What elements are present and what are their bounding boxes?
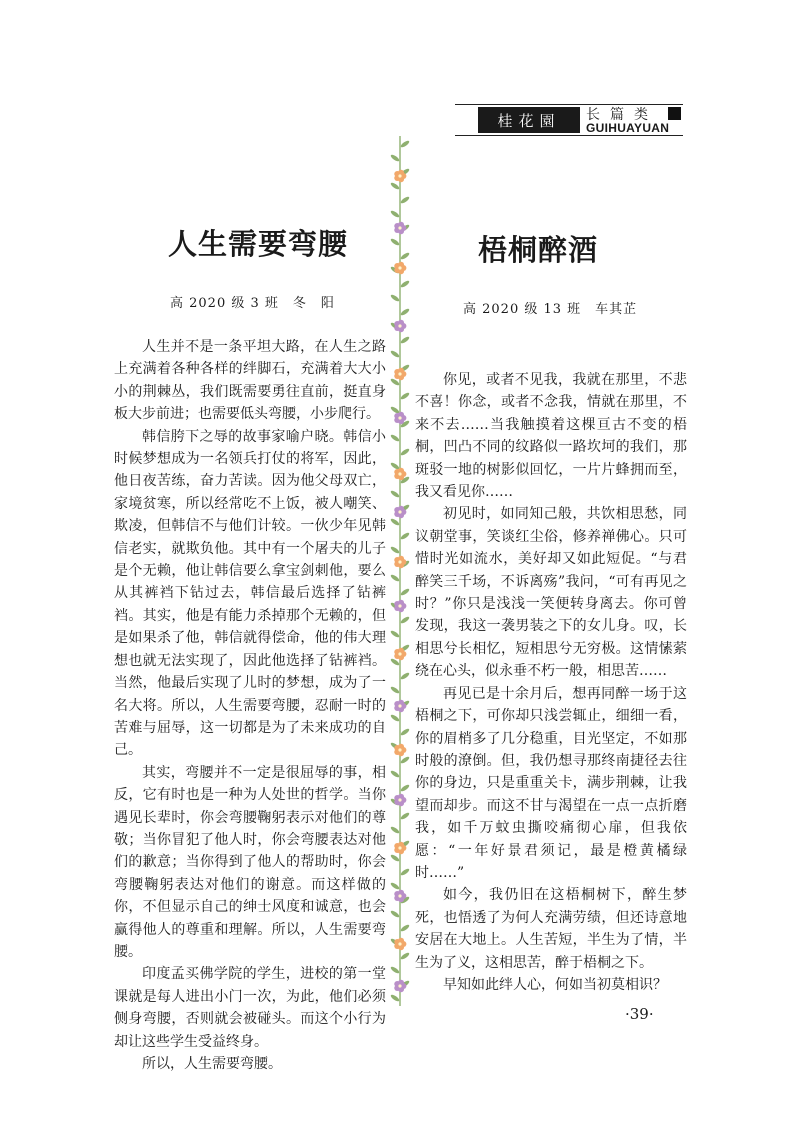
vine-leaf	[390, 769, 400, 778]
vine-leaf	[390, 349, 400, 358]
vine-leaf	[400, 783, 410, 792]
vine-divider-decoration	[383, 136, 417, 1006]
paragraph: 所以，人生需要弯腰。	[142, 1056, 282, 1072]
vine-leaf	[390, 209, 400, 218]
purple-flower-icon	[394, 600, 406, 612]
purple-flower-icon	[394, 794, 406, 806]
page-number: ·39·	[625, 1005, 654, 1023]
vine-leaf	[400, 587, 410, 596]
header-rule-bottom	[455, 135, 683, 136]
vine-leaf	[390, 685, 400, 694]
vine-leaf	[400, 811, 410, 820]
vine-leaf	[390, 713, 400, 722]
vine-leaf	[390, 181, 400, 190]
section-pinyin: GUIHUAYUAN	[586, 121, 670, 135]
vine-leaf	[390, 965, 400, 974]
vine-leaf	[390, 489, 400, 498]
paragraph: 早知如此绊人心，何如当初莫相识？	[443, 976, 667, 993]
purple-flower-icon	[394, 700, 406, 712]
vine-leaf	[390, 517, 400, 526]
paragraph: 印度孟买佛学院的学生，进校的第一堂课就是每人进出小门一次，为此，他们必须侧身弯腰，否则就会被碰头。而这个小行为却让这些学生受益终身。	[114, 966, 386, 1050]
vine-leaf	[390, 825, 400, 834]
vine-leaf	[390, 629, 400, 638]
left-article-body	[114, 336, 386, 1075]
vine-leaf	[390, 853, 400, 862]
vine-leaf	[390, 993, 400, 1002]
paragraph: 如今，我仍旧在这梧桐树下，醉生梦死，也悟透了为何人充满劳绩，但还诗意地安居在大地上。人生苦短，半生为了情，半生为了义，这相思苦，醉于梧桐之下。	[415, 887, 687, 971]
right-article-body	[415, 369, 687, 996]
vine-leaf	[400, 335, 410, 344]
vine-leaf	[390, 881, 400, 890]
vine-leaf	[400, 307, 410, 316]
paragraph: 其实，弯腰并不一定是很屈辱的事，相反，它有时也是一种为人处世的哲学。当你遇见长辈时，你会弯腰鞠躬表示对他们的尊敬；当你冒犯了他人时，你会弯腰表达对他们的歉意；当你得到了他人的帮助时，你会弯腰鞠躬表达对他们的谢意。而这样做的你，不但显示自己的绅士风度和诚意，也会赢得他人的尊重和理解。所以，人生需要弯腰。	[114, 764, 386, 960]
orange-flower-icon	[394, 938, 406, 950]
vine-leaf	[400, 531, 410, 540]
vine-leaf	[400, 755, 410, 764]
vine-leaf	[400, 671, 410, 680]
right-article-title: 梧桐醉酒	[478, 233, 599, 267]
vine-leaf	[390, 545, 400, 554]
purple-flower-icon	[394, 980, 406, 992]
right-article-author: 高 2020 级 13 班 车其芷	[463, 302, 638, 317]
purple-flower-icon	[394, 222, 406, 234]
vine-leaf	[390, 153, 400, 162]
vine-leaf	[390, 433, 400, 442]
vine-leaf	[400, 951, 410, 960]
left-article-author: 高 2020 级 3 班 冬 阳	[170, 296, 335, 311]
vine-leaf	[400, 391, 410, 400]
paragraph: 初见时，如同知己般，共饮相思愁，同议朝堂事，笑谈红尘俗，修养禅佛心。只可惜时光如流水，美好却又如此短促。“与君醉笑三千场，不诉离殇”我问，“可有再见之时？”你只是浅浅一笑便转身离去。你可曾发现，我这一袭男装之下的女儿身。叹，长相思兮长相忆，短相思兮无穷极。这情愫萦绕在心头，似永垂不朽一般，相思苦……	[415, 506, 687, 680]
paragraph: 你见，或者不见我，我就在那里，不悲不喜！你念，或者不念我，情就在那里，不来不去……当我触摸着这棵亘古不变的梧桐，凹凸不同的纹路似一路坎坷的我们，那斑驳一地的树影似回忆，一片片蜂拥而至，我又看见你……	[415, 372, 687, 501]
vine-leaf	[390, 293, 400, 302]
vine-leaf	[400, 615, 410, 624]
left-article-title: 人生需要弯腰	[168, 227, 349, 261]
vine-leaf	[400, 923, 410, 932]
category-label: 长篇类	[586, 107, 658, 123]
vine-leaf	[400, 195, 410, 204]
vine-leaf	[390, 909, 400, 918]
vine-leaf	[400, 867, 410, 876]
vine-leaf	[400, 251, 410, 260]
vine-leaf	[400, 279, 410, 288]
vine-leaf	[390, 237, 400, 246]
paragraph: 再见已是十余月后，想再同醉一场于这梧桐之下，可你却只浅尝辄止，细细一看，你的眉梢多了几分稳重，目光坚定，不如那时般的潦倒。但，我仍想寻那终南捷径去往你的身边，只是重重关卡，满步荆棘，让我望而却步。而这不甘与渴望在一点一点折磨我，如千万蚊虫撕咬痛彻心扉，但我依愿：“一年好景君须记，最是橙黄橘绿时……”	[415, 685, 687, 881]
section-label: 桂花園	[478, 107, 580, 133]
orange-flower-icon	[394, 744, 406, 756]
vine-leaf	[400, 727, 410, 736]
paragraph: 韩信胯下之辱的故事家喻户晓。韩信小时候梦想成为一名领兵打仗的将军，因此，他日夜苦练，奋力苦读。因为他父母双亡，家境贫寒，所以经常吃不上饭，被人嘲笑、欺凌，但韩信不与他们计较。一伙少年见韩信老实，就欺负他。其中有一个屠夫的儿子是个无赖，他让韩信要么拿宝剑刺他，要么从其裤裆下钻过去，韩信最后选择了钻裤裆。其实，他是有能力杀掉那个无赖的，但是如果杀了他，韩信就得偿命，他的伟大理想也就无法实现了，因此他选择了钻裤裆。当然，他最后实现了儿时的梦想，成为了一名大将。所以，人生需要弯腰，忍耐一时的苦难与屈辱，这一切都是为了未来成功的自己。	[114, 428, 386, 759]
orange-flower-icon	[394, 262, 406, 274]
paragraph: 人生并不是一条平坦大路，在人生之路上充满着各种各样的绊脚石，充满着大大小小的荆棘丛，我们既需要勇往直前，挺直身板大步前进；也需要低头弯腰，小步爬行。	[114, 339, 386, 423]
vine-leaf	[400, 139, 410, 148]
vine-leaf	[390, 573, 400, 582]
header-square-mark	[668, 107, 681, 120]
vine-leaf	[400, 447, 410, 456]
purple-flower-icon	[394, 320, 406, 332]
